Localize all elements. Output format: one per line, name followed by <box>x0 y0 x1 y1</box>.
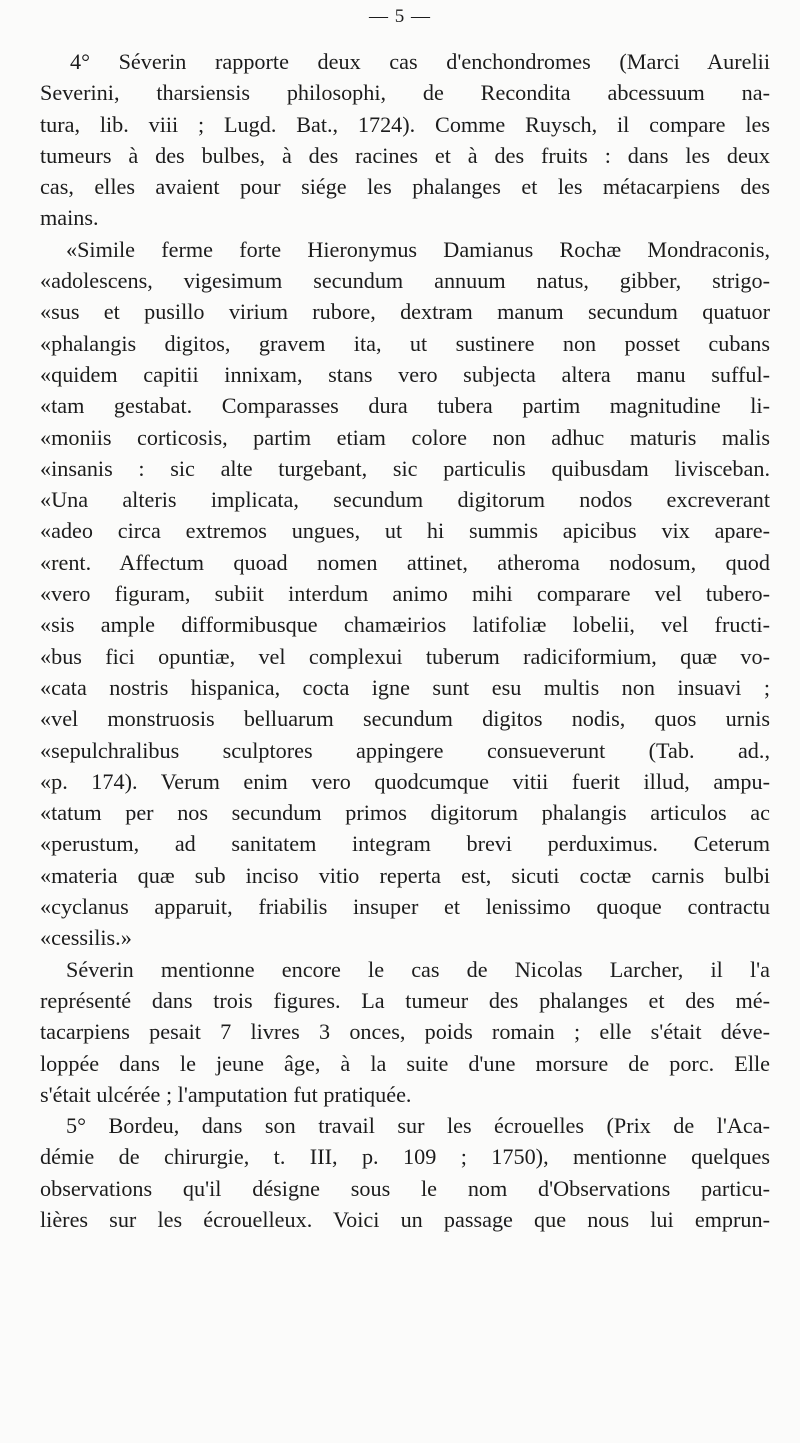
text-line: «vero figuram, subiit interdum animo mihi comparare vel tubero- <box>40 581 770 607</box>
text-line: «bus fici opuntiæ, vel complexui tuberum radiciformium, quæ vo- <box>40 643 770 669</box>
text-line: tura, lib. viii ; Lugd. Bat., 1724). Comme Ruysch, il compare les <box>40 111 770 137</box>
text-line: «adeo circa extremos ungues, ut hi summis apicibus vix apare- <box>40 518 770 544</box>
text-line: «sus et pusillo virium rubore, dextram manum secundum quatuor <box>40 299 770 325</box>
text-line: démie de chirurgie, t. III, p. 109 ; 1750), mentionne quelques <box>40 1144 770 1170</box>
text-line: «cata nostris hispanica, cocta igne sunt esu multis non insuavi ; <box>40 674 770 700</box>
text-line: lières sur les écrouelleux. Voici un passage que nous lui emprun- <box>40 1206 770 1232</box>
text-line: «p. 174). Verum enim vero quodcumque vitii fuerit illud, ampu- <box>40 768 770 794</box>
text-line: «tatum per nos secundum primos digitorum phalangis articulos ac <box>40 800 770 826</box>
text-line: «moniis corticosis, partim etiam colore non adhuc maturis malis <box>40 424 770 450</box>
text-line: «materia quæ sub inciso vitio reperta est, sicuti coctæ carnis bulbi <box>40 862 770 888</box>
text-line: loppée dans le jeune âge, à la suite d'une morsure de porc. Elle <box>40 1050 770 1076</box>
text-line: 5° Bordeu, dans son travail sur les écrouelles (Prix de l'Aca- <box>66 1113 770 1139</box>
page-number-header: — 5 — <box>369 6 431 27</box>
text-line: tumeurs à des bulbes, à des racines et à des fruits : dans les deux <box>40 142 770 168</box>
text-line: 4° Séverin rapporte deux cas d'enchondromes (Marci Aurelii <box>70 49 770 74</box>
text-line: «vel monstruosis belluarum secundum digitos nodis, quos urnis <box>40 706 770 732</box>
text-line: «perustum, ad sanitatem integram brevi perduximus. Ceterum <box>40 831 770 857</box>
text-line: tacarpiens pesait 7 livres 3 onces, poids romain ; elle s'était déve- <box>40 1019 770 1045</box>
text-line: «rent. Affectum quoad nomen attinet, atheroma nodosum, quod <box>40 549 770 575</box>
text-line: «insanis : sic alte turgebant, sic particulis quibusdam livisceban. <box>40 455 770 481</box>
text-line: mains. <box>40 205 99 231</box>
text-line: observations qu'il désigne sous le nom d'Observations particu- <box>40 1175 770 1201</box>
text-line: «cessilis.» <box>40 925 132 951</box>
text-line: «sepulchralibus sculptores appingere consueverunt (Tab. ad., <box>40 737 770 763</box>
body-text <box>40 46 770 1235</box>
text-line: Severini, tharsiensis philosophi, de Recondita abcessuum na- <box>40 80 770 106</box>
text-line: «sis ample difformibusque chamæirios latifoliæ lobelii, vel fructi- <box>40 612 770 638</box>
text-line: «quidem capitii innixam, stans vero subjecta altera manu sufful- <box>40 361 770 387</box>
text-line: Séverin mentionne encore le cas de Nicolas Larcher, il l'a <box>66 956 770 982</box>
text-line: «cyclanus apparuit, friabilis insuper et lenissimo quoque contractu <box>40 894 770 920</box>
text-line: s'était ulcérée ; l'amputation fut pratiquée. <box>40 1081 412 1107</box>
text-line: «tam gestabat. Comparasses dura tubera partim magnitudine li- <box>40 393 770 419</box>
text-line: «Una alteris implicata, secundum digitorum nodos excreverant <box>40 487 770 513</box>
text-line: «Simile ferme forte Hieronymus Damianus Rochæ Mondraconis, <box>66 236 770 262</box>
text-line: «adolescens, vigesimum secundum annuum natus, gibber, strigo- <box>40 268 770 294</box>
text-line: «phalangis digitos, gravem ita, ut sustinere non posset cubans <box>40 330 770 356</box>
text-line: cas, elles avaient pour siége les phalanges et les métacarpiens des <box>40 174 770 200</box>
text-line: représenté dans trois figures. La tumeur des phalanges et des mé- <box>40 987 770 1013</box>
